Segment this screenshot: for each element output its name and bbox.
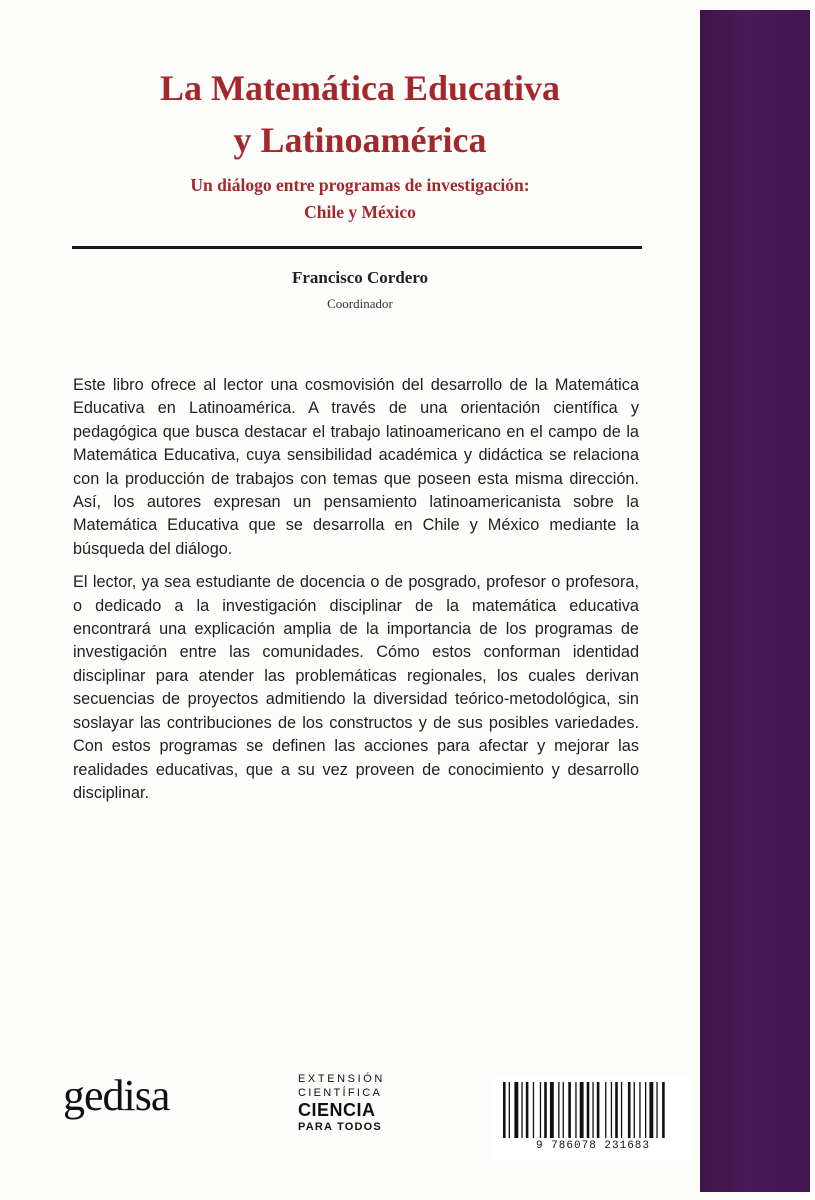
series-line-2: CIENTÍFICA [298, 1087, 383, 1099]
series-logo [298, 1072, 400, 1134]
book-title-line-1: La Matemática Educativa [160, 68, 560, 108]
series-line-4: PARA TODOS [298, 1121, 382, 1133]
blurb-paragraph-2: El lector, ya sea estudiante de docencia o de posgrado, profesor o profesora, o dedicado a la investigación disciplinar de la matemática educativa encontrará una explicación amplia de la importancia de los programas de investigación entre las comunidades. Cómo estos conforman identidad disciplinar para atender las problemáticas regionales, los cuales derivan secuencias de proyectos admitiendo la diversidad teórico-metodológica, sin soslayar las contribuciones de los constructos y de sus posibles variedades. Con estos programas se definen las acciones para afectar y mejorar las realidades educativas, que a su vez proveen de conocimiento y desarrollo disciplinar. [73, 573, 639, 802]
publisher-logo: gedisa [63, 1071, 170, 1120]
series-line-3: CIENCIA [298, 1100, 376, 1120]
isbn-number: 9 786078 231683 [535, 1140, 651, 1152]
book-title [60, 62, 660, 166]
title-divider [72, 246, 642, 249]
series-line-1: EXTENSIÓN [298, 1073, 385, 1085]
author-name: Francisco Cordero [291, 268, 429, 287]
purple-spine-band [700, 10, 810, 1192]
barcode-bars [493, 1078, 693, 1138]
back-cover-blurb [73, 374, 639, 815]
blurb-paragraph-1: Este libro ofrece al lector una cosmovisión del desarrollo de la Matemática Educativa en Latinoamérica. A través de una orientación científica y pedagógica que busca destacar el trabajo latinoamericano en el campo de la Matemática Educativa, cuya sensibilidad académica y didáctica se relaciona con la producción de trabajos con temas que poseen esta misma dirección. Así, los autores expresan un pensamiento latinoamericanista sobre la Matemática Educativa que se desarrolla en Chile y México mediante la búsqueda del diálogo. [73, 376, 639, 558]
book-title-line-2: y Latinoamérica [233, 120, 487, 160]
book-subtitle-line-2: Chile y México [304, 202, 416, 222]
book-subtitle-line-1: Un diálogo entre programas de investigación: [190, 175, 530, 195]
book-subtitle [60, 172, 660, 226]
isbn-barcode [493, 1078, 693, 1160]
author-role: Coordinador [327, 296, 393, 311]
